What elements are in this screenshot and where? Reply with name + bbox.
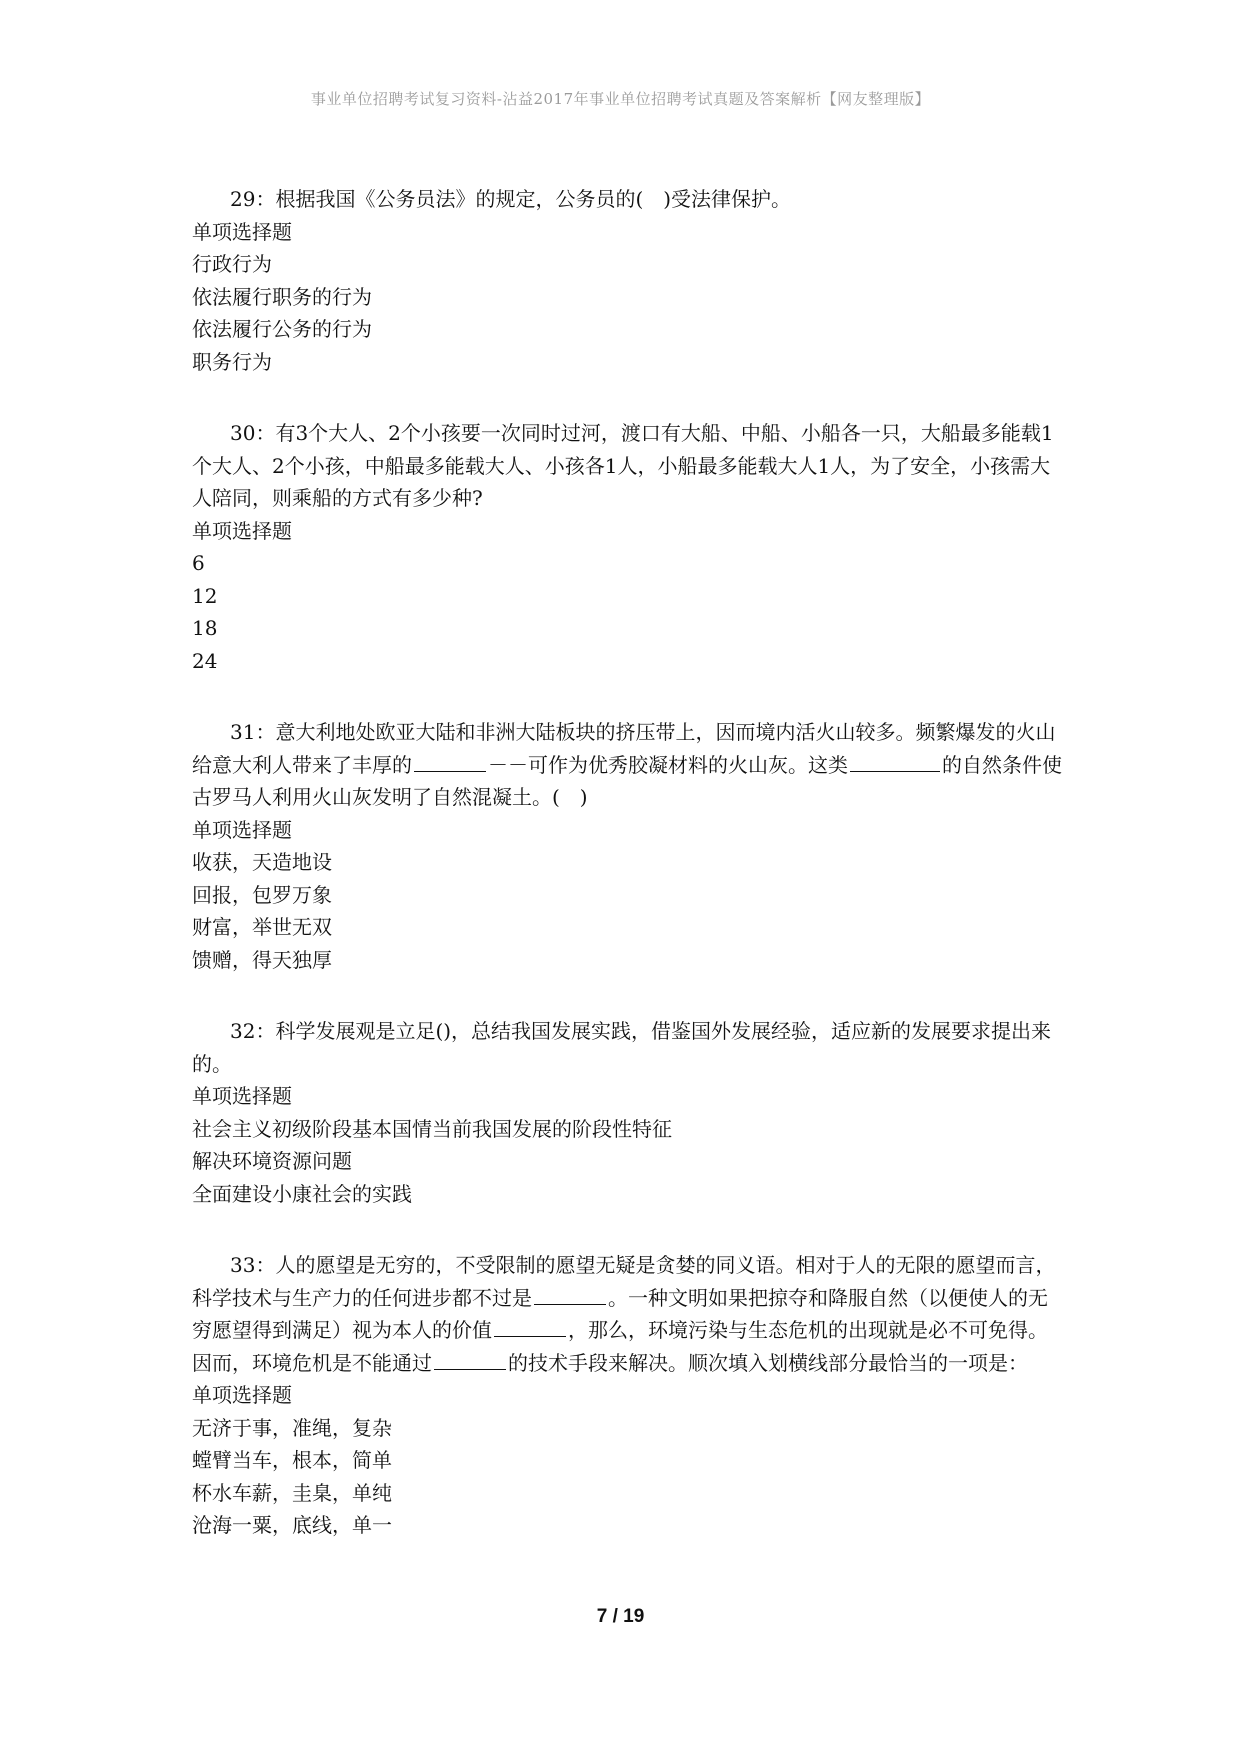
question-text: 29：根据我国《公务员法》的规定，公务员的( )受法律保护。 bbox=[230, 187, 792, 211]
option: 解决环境资源问题 bbox=[192, 1149, 352, 1173]
option: 财富，举世无双 bbox=[192, 915, 332, 939]
fill-blank bbox=[494, 1318, 566, 1337]
option: 12 bbox=[192, 583, 218, 608]
question-text-part: ，那么，环境污染与生态危机的出现就是必不可免得。因而，环境危机是不能通过 bbox=[192, 1318, 1048, 1375]
option: 24 bbox=[192, 648, 218, 673]
option: 无济于事，准绳，复杂 bbox=[192, 1415, 392, 1440]
question-text-part: 33：人的愿望是无穷的，不受限制的愿望无疑是贪婪的同义语。相对于人的无限的愿望而言，科学技术与生产力的任何进步都不过是 bbox=[192, 1253, 1056, 1310]
page-number: 7 / 19 bbox=[596, 1606, 645, 1627]
option: 螳臂当车，根本，简单 bbox=[192, 1448, 392, 1472]
option: 社会主义初级阶段基本国情当前我国发展的阶段性特征 bbox=[192, 1116, 672, 1141]
option: 行政行为 bbox=[192, 252, 272, 276]
option: 依法履行公务的行为 bbox=[192, 317, 372, 341]
question-text: 30：有3个大人、2个小孩要一次同时过河，渡口有大船、中船、小船各一只，大船最多能载1个大人、2个小孩，中船最多能载大人、小孩各1人，小船最多能载大人1人，为了安全，小孩需大人陪同，则乘船的方式有多少种? bbox=[192, 421, 1054, 510]
option: 全面建设小康社会的实践 bbox=[192, 1181, 412, 1206]
option: 馈赠，得天独厚 bbox=[192, 947, 332, 972]
question-30 bbox=[192, 417, 1062, 677]
question-32 bbox=[192, 1015, 1062, 1210]
option: 18 bbox=[192, 616, 218, 640]
option: 6 bbox=[192, 551, 205, 575]
question-31 bbox=[192, 716, 1062, 976]
question-text-part: 的自然条件使古罗马人利用火山灰发明了自然混凝土。( ) bbox=[192, 752, 1062, 809]
option: 依法履行职务的行为 bbox=[192, 284, 372, 309]
fill-blank bbox=[414, 753, 486, 772]
fill-blank bbox=[534, 1286, 606, 1305]
fill-blank bbox=[850, 753, 940, 772]
question-type: 单项选择题 bbox=[192, 1084, 292, 1108]
question-text-part: 。一种文明如果把掠夺和降服自然（以便使人的无穷愿望得到满足）视为本人的价值 bbox=[192, 1285, 1048, 1342]
question-type: 单项选择题 bbox=[192, 817, 292, 842]
question-text-part: 的技术手段来解决。顺次填入划横线部分最恰当的一项是： bbox=[508, 1350, 1028, 1375]
question-text bbox=[192, 716, 1062, 814]
option: 职务行为 bbox=[192, 349, 272, 374]
question-29 bbox=[192, 183, 1062, 378]
option: 收获，天造地设 bbox=[192, 850, 332, 874]
question-type: 单项选择题 bbox=[192, 1383, 292, 1407]
fill-blank bbox=[434, 1351, 506, 1370]
question-33 bbox=[192, 1249, 1062, 1542]
option: 回报，包罗万象 bbox=[192, 882, 332, 907]
question-type: 单项选择题 bbox=[192, 518, 292, 543]
question-text: 32：科学发展观是立足()，总结我国发展实践，借鉴国外发展经验，适应新的发展要求提出来的。 bbox=[192, 1019, 1052, 1076]
option: 杯水车薪，圭臬，单纯 bbox=[192, 1480, 392, 1505]
question-text-part: －－可作为优秀胶凝材料的火山灰。这类 bbox=[488, 752, 848, 777]
question-type: 单项选择题 bbox=[192, 219, 292, 244]
question-text-part: 31：意大利地处欧亚大陆和非洲大陆板块的挤压带上，因而境内活火山较多。频繁爆发的火山给意大利人带来了丰厚的 bbox=[192, 720, 1056, 777]
option: 沧海一粟，底线，单一 bbox=[192, 1513, 392, 1537]
question-text bbox=[192, 1249, 1062, 1379]
question-list bbox=[192, 183, 1062, 1581]
page-header: 事业单位招聘考试复习资料-沾益2017年事业单位招聘考试真题及答案解析【网友整理版】 bbox=[310, 90, 931, 108]
